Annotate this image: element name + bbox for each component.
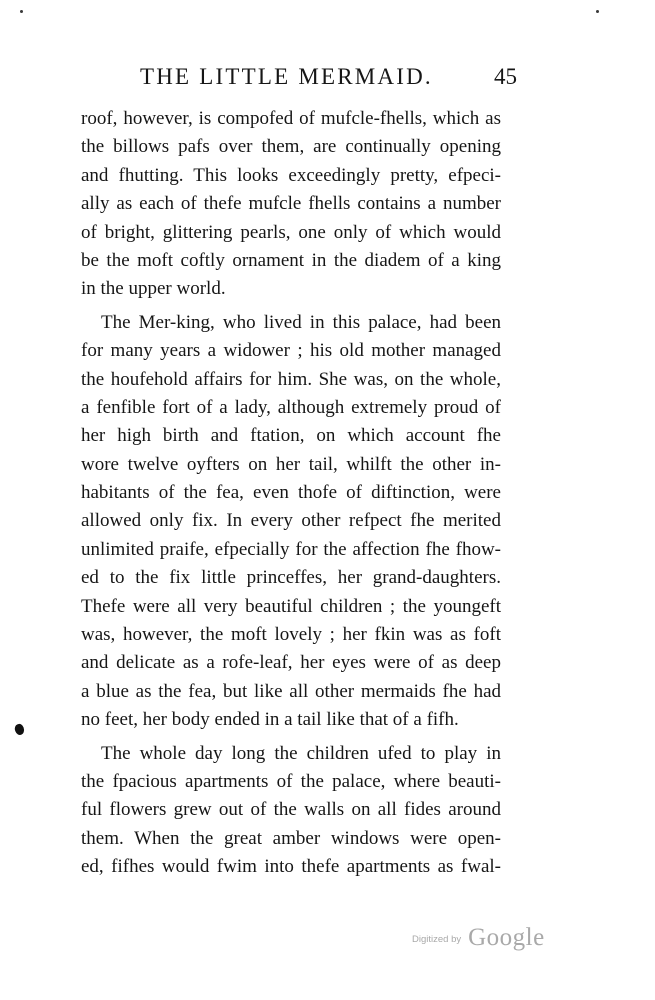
text-line: in the upper world. [81,278,226,300]
watermark-brand: Google [468,924,545,951]
margin-ink-mark [13,723,25,736]
paper-speck [596,10,599,13]
text-line: Thefe were all very beautiful children ; the youngeft [81,595,501,617]
text-line: The Mer-king, who lived in this palace, had been [101,311,501,333]
text-line: was, however, the moft lovely ; her fkin was as foft [81,624,501,646]
text-line: her high birth and ftation, on which account fhe [81,425,501,447]
text-line: ful flowers grew out of the walls on all fides around [81,799,501,821]
text-line: them. When the great amber windows were open- [81,827,501,849]
text-line: ed to the fix little princeffes, her grand-daughters. [81,567,501,589]
paper-speck [20,10,23,13]
body-text [81,105,501,882]
text-line: and fhutting. This looks exceedingly pretty, efpeci- [81,164,501,186]
text-line: the houfehold affairs for him. She was, on the whole, [81,368,501,390]
text-line: a fenfible fort of a lady, although extremely proud of [81,396,501,418]
text-line: roof, however, is compofed of mufcle-fhells, which as [81,108,501,129]
text-line: ed, fifhes would fwim into thefe apartments as fwal- [81,856,501,878]
text-line: for many years a widower ; his old mother managed [81,340,501,362]
watermark-prefix: Digitized by [412,934,462,945]
text-line: and delicate as a rofe-leaf, her eyes were of as deep [81,652,501,674]
text-line: of bright, glittering pearls, one only of which would [81,221,501,243]
text-line: wore twelve oyfters on her tail, whilft the other in- [81,453,501,475]
text-line: a blue as the fea, but like all other mermaids fhe had [81,680,501,702]
running-title: THE LITTLE MERMAID. [140,64,433,89]
text-line: The whole day long the children ufed to play in [101,742,501,764]
digitization-watermark [412,924,545,954]
text-line: allowed only fix. In every other refpect fhe merited [81,510,501,532]
text-line: unlimited praife, efpecially for the affection fhe fhow- [81,538,501,560]
text-line: the fpacious apartments of the palace, where beauti- [81,770,501,792]
text-line: no feet, her body ended in a tail like that of a fifh. [81,709,459,731]
text-line: habitants of the fea, even thofe of diftinction, were [81,482,501,504]
text-line: be the moft coftly ornament in the diadem of a king [81,249,501,271]
text-line: ally as each of thefe mufcle fhells contains a number [81,193,501,215]
page-number: 45 [494,64,517,89]
text-line: the billows pafs over them, are continually opening [81,136,501,158]
page-header [118,60,522,94]
